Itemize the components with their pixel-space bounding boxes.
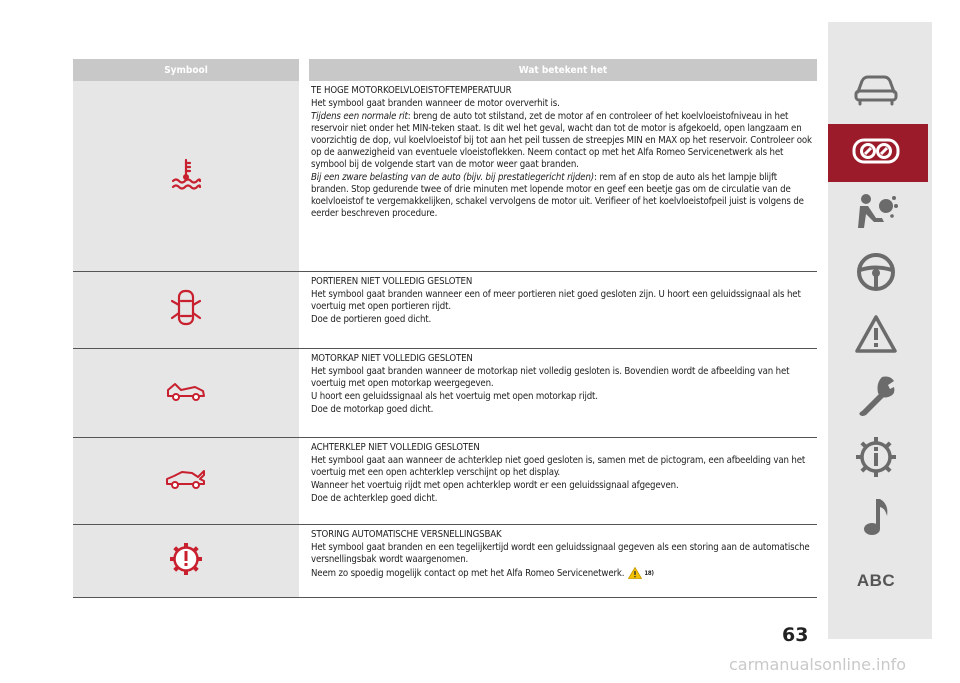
row-text: Doe de motorkap goed dicht. (311, 404, 434, 415)
sidebar-item-safety[interactable] (848, 191, 904, 237)
description-cell (309, 81, 817, 271)
sidebar-item-multimedia[interactable] (848, 496, 904, 542)
sidebar-item-maintenance[interactable] (848, 374, 904, 420)
watermark: carmanualsonline.info (729, 655, 907, 674)
row-text: Het symbool gaat branden wanneer een of meer portieren niet goed gesloten zijn. U hoort een geluidssignaal als het voertuig met open portieren rijdt. (311, 289, 801, 312)
row-italic: Tijdens een normale rit (311, 111, 408, 122)
row-text: Neem zo spoedig mogelijk contact op met het Alfa Romeo Servicenetwerk. (311, 568, 625, 579)
table-row (73, 272, 817, 349)
row-text: Het symbool gaat branden wanneer de motor oververhit is. (311, 98, 560, 109)
row-text: Het symbool gaat branden wanneer de motorkap niet volledig gesloten is. Bovendien wordt de afbeelding van het voertuig met open motorkap weergegeven. (311, 366, 790, 389)
row-text: Doe de portieren goed dicht. (311, 314, 432, 325)
row-text: : breng de auto tot stilstand, zet de motor af en controleer of het koelvloeistofniveau in het reservoir niet onder het MIN-teken staat. Is dit wel het geval, wacht dan tot de motor is afgekoeld, open langzaam en voorzichtig de dop, vul koelvloeistof bij tot aan het peil tussen de streepjes MIN en MAX op het reservoir. Controleer ook op de aanwezigheid van eventuele vloeistoflekken. Neem contact op met het Alfa Romeo Servicenetwerk als het symbool bij de volgende start van de motor weer gaat branden. (311, 111, 812, 170)
sidebar-item-dashboard[interactable] (848, 130, 904, 176)
symbol-cell (73, 349, 299, 437)
symbol-table (73, 59, 817, 598)
description-cell (309, 525, 817, 597)
transmission-fault-icon (169, 542, 203, 580)
warning-triangle-icon (854, 314, 898, 358)
row-text: Wanneer het voertuig rijdt met open achterklep wordt er een geluidssignaal afgegeven. (311, 480, 679, 491)
row-title: STORING AUTOMATISCHE VERSNELLINGSBAK (311, 529, 502, 540)
steering-wheel-icon (855, 251, 897, 297)
row-title: MOTORKAP NIET VOLLEDIG GESLOTEN (311, 353, 473, 364)
note-reference: 18) (644, 570, 654, 577)
symbol-cell (73, 525, 299, 597)
hood-open-icon (165, 379, 207, 407)
description-cell (309, 272, 817, 348)
table-row (73, 438, 817, 525)
sidebar-item-car[interactable] (848, 68, 904, 114)
row-text: : rem af en stop de auto als het lampje blijft branden. Stop gedurende twee of drie minuten met lopende motor en geef een beetje gas om de circulatie van de koelvloeistof te vergemakkelijken, schakel vervolgens de motor uit. Verifieer of het koelvloeistofpeil juist is volgens de eerder beschreven procedure. (311, 172, 804, 219)
airbag-icon (852, 192, 900, 236)
music-note-icon (861, 496, 891, 542)
gear-info-icon (855, 436, 897, 482)
sidebar-item-technical-data[interactable] (848, 436, 904, 482)
table-row (73, 81, 817, 272)
warning-icon (628, 567, 642, 583)
row-text: Doe de achterklep goed dicht. (311, 493, 438, 504)
symbol-cell (73, 438, 299, 524)
sidebar-item-emergency[interactable] (848, 313, 904, 359)
sidebar-item-index[interactable] (848, 558, 904, 604)
index-label: ABC (856, 571, 896, 590)
description-cell (309, 438, 817, 524)
symbol-cell (73, 272, 299, 348)
row-italic: Bij een zware belasting van de auto (bijv. bij prestatiegericht rijden) (311, 172, 594, 183)
row-text: Het symbool gaat branden en een tegelijkertijd wordt een geluidssignaal gegeven als een storing aan de automatische versnellingsbak wordt waargenomen. (311, 542, 810, 565)
header-meaning: Wat betekent het (309, 59, 817, 81)
sidebar-item-driving[interactable] (848, 251, 904, 297)
coolant-temperature-icon (169, 157, 203, 195)
wrench-icon (854, 373, 898, 421)
table-header (73, 59, 817, 81)
dashboard-icon (851, 136, 901, 170)
symbol-cell (73, 81, 299, 271)
table-row (73, 349, 817, 438)
header-symbol: Symbool (73, 59, 299, 81)
row-text: U hoort een geluidssignaal als het voertuig met open motorkap rijdt. (311, 391, 598, 402)
page-number: 63 (782, 624, 809, 646)
table-row (73, 525, 817, 598)
trunk-open-icon (164, 467, 208, 495)
row-title: TE HOGE MOTORKOELVLOEISTOFTEMPERATUUR (311, 85, 512, 96)
description-cell (309, 349, 817, 437)
door-open-icon (169, 288, 203, 332)
row-text: Het symbool gaat aan wanneer de achterklep niet goed gesloten is, samen met de pictogram, een afbeelding van het voertuig met een open achterklep verschijnt op het display. (311, 455, 806, 478)
row-title: ACHTERKLEP NIET VOLLEDIG GESLOTEN (311, 442, 480, 453)
row-title: PORTIEREN NIET VOLLEDIG GESLOTEN (311, 276, 473, 287)
car-icon (852, 72, 900, 110)
